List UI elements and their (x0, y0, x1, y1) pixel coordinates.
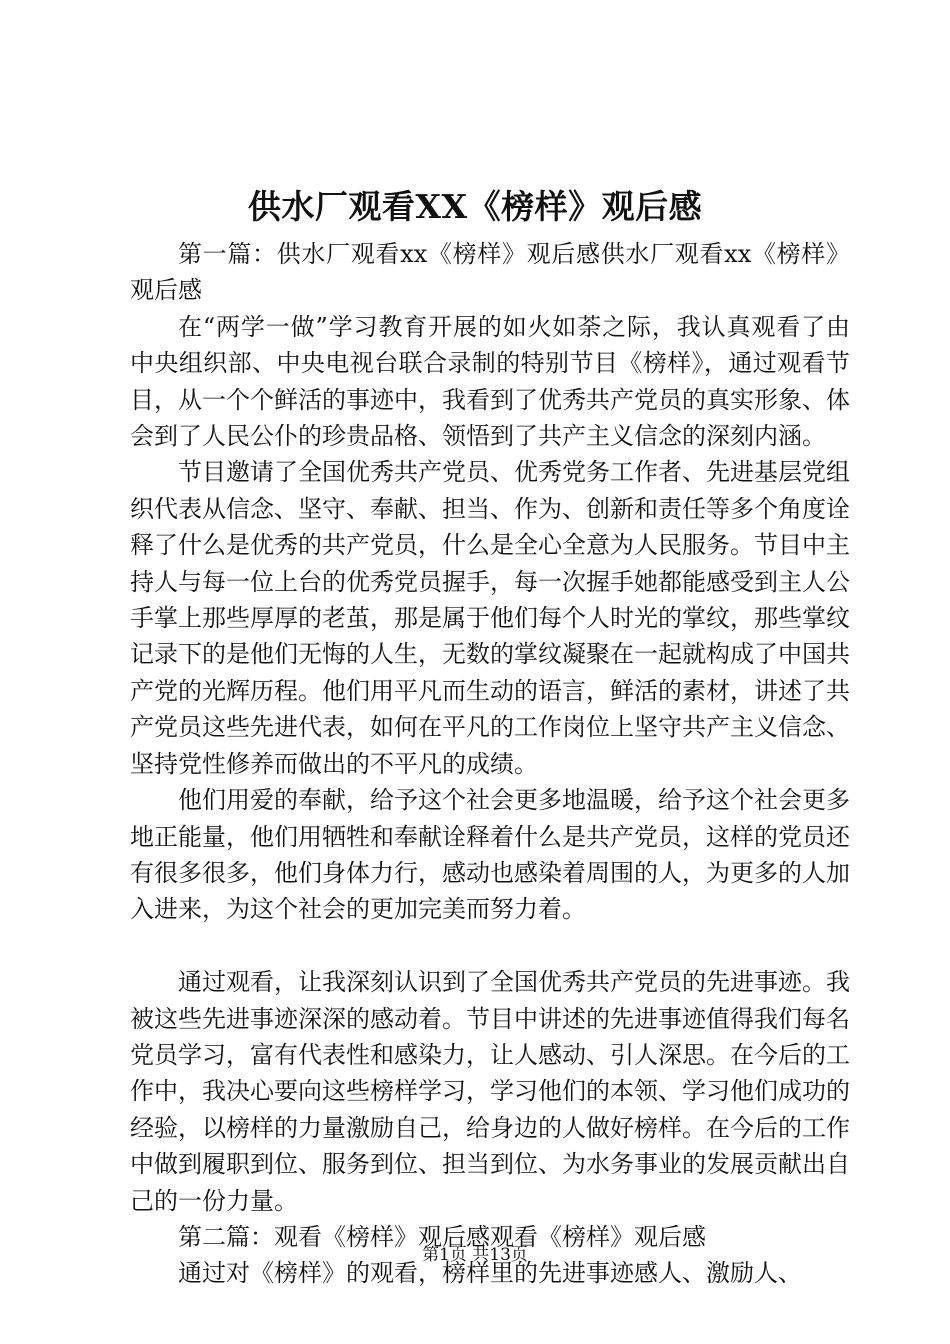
paragraph-spacer (130, 928, 850, 964)
paragraph-section-heading-1: 第一篇：供水厂观看xx《榜样》观后感供水厂观看xx《榜样》观后感 (130, 240, 850, 305)
document-title: 供水厂观看XX《榜样》观后感 (247, 187, 703, 226)
paragraph: 在“两学一做”学习教育开展的如火如荼之际，我认真观看了由中央组织部、中央电视台联合录制的特别节目《榜样》，通过观看节目，从一个个鲜活的事迹中，我看到了优秀共产党员的真实形象、体会到了人民公仆的珍贵品格、领悟到了共产主义信念的深刻内涵。 (130, 312, 850, 451)
paragraph: 他们用爱的奉献，给予这个社会更多地温暖，给予这个社会更多地正能量，他们用牺牲和奉献诠释着什么是共产党员，这样的党员还有很多很多，他们身体力行，感动也感染着周围的人，为更多的人加入进来，为这个社会的更加完美而努力着。 (130, 786, 850, 924)
page-number-footer: 第1页 共13页 (422, 1245, 528, 1265)
paragraph: 通过观看，让我深刻认识到了全国优秀共产党员的先进事迹。我被这些先进事迹深深的感动着。节目中讲述的先进事迹值得我们每名党员学习，富有代表性和感染力，让人感动、引人深思。在今后的工作中，我决心要向这些榜样学习，学习他们的本领、学习他们成功的经验，以榜样的力量激励自己，给身边的人做好榜样。在今后的工作中做到履职到位、服务到位、担当到位、为水务事业的发展贡献出自己的一份力量。 (130, 968, 850, 1215)
paragraph: 通过对《榜样》的观看，榜样里的先进事迹感人、激励人、 (178, 1259, 802, 1288)
paragraph-section-heading-2: 第二篇：观看《榜样》观后感观看《榜样》观后感 (178, 1222, 706, 1251)
document-body (130, 236, 850, 1292)
paragraph: 节目邀请了全国优秀共产党员、优秀党务工作者、先进基层党组织代表从信念、坚守、奉献、担当、作为、创新和责任等多个角度诠释了什么是优秀的共产党员，什么是全心全意为人民服务。节目中主持人与每一位上台的优秀党员握手，每一次握手她都能感受到主人公手掌上那些厚厚的老茧，那是属于他们每个人时光的掌纹，那些掌纹记录下的是他们无悔的人生，无数的掌纹凝聚在一起就构成了中国共产党的光辉历程。他们用平凡而生动的语言，鲜活的素材，讲述了共产党员这些先进代表，如何在平凡的工作岗位上坚守共产主义信念、坚持党性修养而做出的不平凡的成绩。 (130, 458, 850, 778)
